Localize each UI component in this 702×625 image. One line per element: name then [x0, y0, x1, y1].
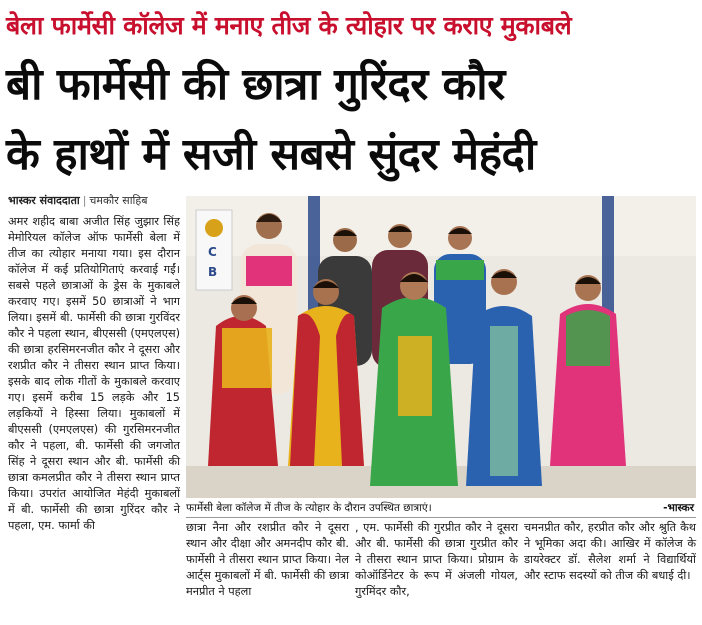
- article-column-3: , एम. फार्मेसी की गुरप्रीत कौर ने दूसरा और बी. फार्मेसी की छात्रा गुरप्रीत कौर ने तीसरा स्थान प्राप्त किया। प्रोग्राम के कोऑर्डिनेटर के रूप में अंजली गोयल, गुरमिंदर कौर,: [355, 521, 518, 598]
- svg-text:C: C: [208, 245, 217, 259]
- headline-line-2: के हाथों में सजी सबसे सुंदर मेहंदी: [6, 129, 536, 180]
- byline-separator: |: [82, 194, 87, 207]
- photo-caption-text: फार्मेसी बेला कॉलेज में तीज के त्योहार के दौरान उपस्थित छात्राएं।: [186, 502, 432, 514]
- pillar-right: [602, 196, 614, 316]
- caption-divider: [186, 517, 696, 518]
- article-column-4: चमनप्रीत कौर, हरप्रीत कौर और श्रुति कैथ ने भूमिका अदा की। आखिर में कॉलेज के डायरेक्टर डॉ. सैलेश शर्मा ने विद्यार्थियों और स्टाफ सदस्यों को तीज की बधाई दी।: [524, 521, 696, 582]
- svg-text:B: B: [208, 265, 218, 279]
- article-column-1: अमर शहीद बाबा अजीत सिंह जुझार सिंह मेमोरियल कॉलेज ऑफ फार्मेसी बेला में तीज का त्योहार मनाया गया। इस दौरान कॉलेज में कई प्रतियोगिताएं करवाई गईं। सबसे पहले छात्राओं के ड्रेस के मुकाबले करवाए गए। इसमें 50 छात्राओं ने भाग लिया। इसमें बी. फार्मेसी की छात्रा गुरविंदर कौर ने पहला स्थान, बीएससी (एमएलएस) की छात्रा हरसिमरनजीत कौर ने दूसरा और रशप्रीत कौर ने तीसरा स्थान प्राप्त किया। इसके बाद लोक गीतों के मुकाबले करवाए गए। इसमें करीब 15 लड़के और 15 लड़कियों ने हिस्सा लिया। मुकाबलों में बीएससी (एमएलएस) की गुरसिमरनजीत कौर ने पहला, बी. फार्मेसी की जगजोत सिंह ने दूसरा स्थान और बी. फार्मेसी की छात्रा कमलप्रीत कौर ने तीसरा स्थान प्राप्त किया। उपरांत आयोजित मेहंदी मुकाबलों में बी. फार्मेसी की छात्रा गुरिंदर कौर ने पहला, एम. फार्मा की: [8, 215, 180, 532]
- byline: [8, 192, 180, 210]
- college-logo-icon: [205, 219, 223, 237]
- byline-agency: भास्कर संवाददाता: [8, 194, 80, 207]
- kicker-headline: बेला फार्मेसी कॉलेज में मनाए तीज के त्योहार पर कराए मुकाबले: [6, 11, 572, 40]
- photo-caption: [186, 500, 696, 516]
- article-column-2: छात्रा नैना और रशप्रीत कौर ने दूसरा स्थान और दीक्षा और अमनदीप कौर बी. फार्मेसी ने तीसरा स्थान प्राप्त किया। नेल आर्ट्स मुकाबलों में बी. फार्मेसी की छात्रा मनप्रीत ने पहला: [186, 521, 349, 598]
- event-photo: [186, 196, 696, 498]
- headline-line-1: बी फार्मेसी की छात्रा गुरिंदर कौर: [6, 59, 505, 110]
- photo-credit: -भास्कर: [663, 502, 694, 514]
- byline-place: चमकौर साहिब: [89, 194, 148, 207]
